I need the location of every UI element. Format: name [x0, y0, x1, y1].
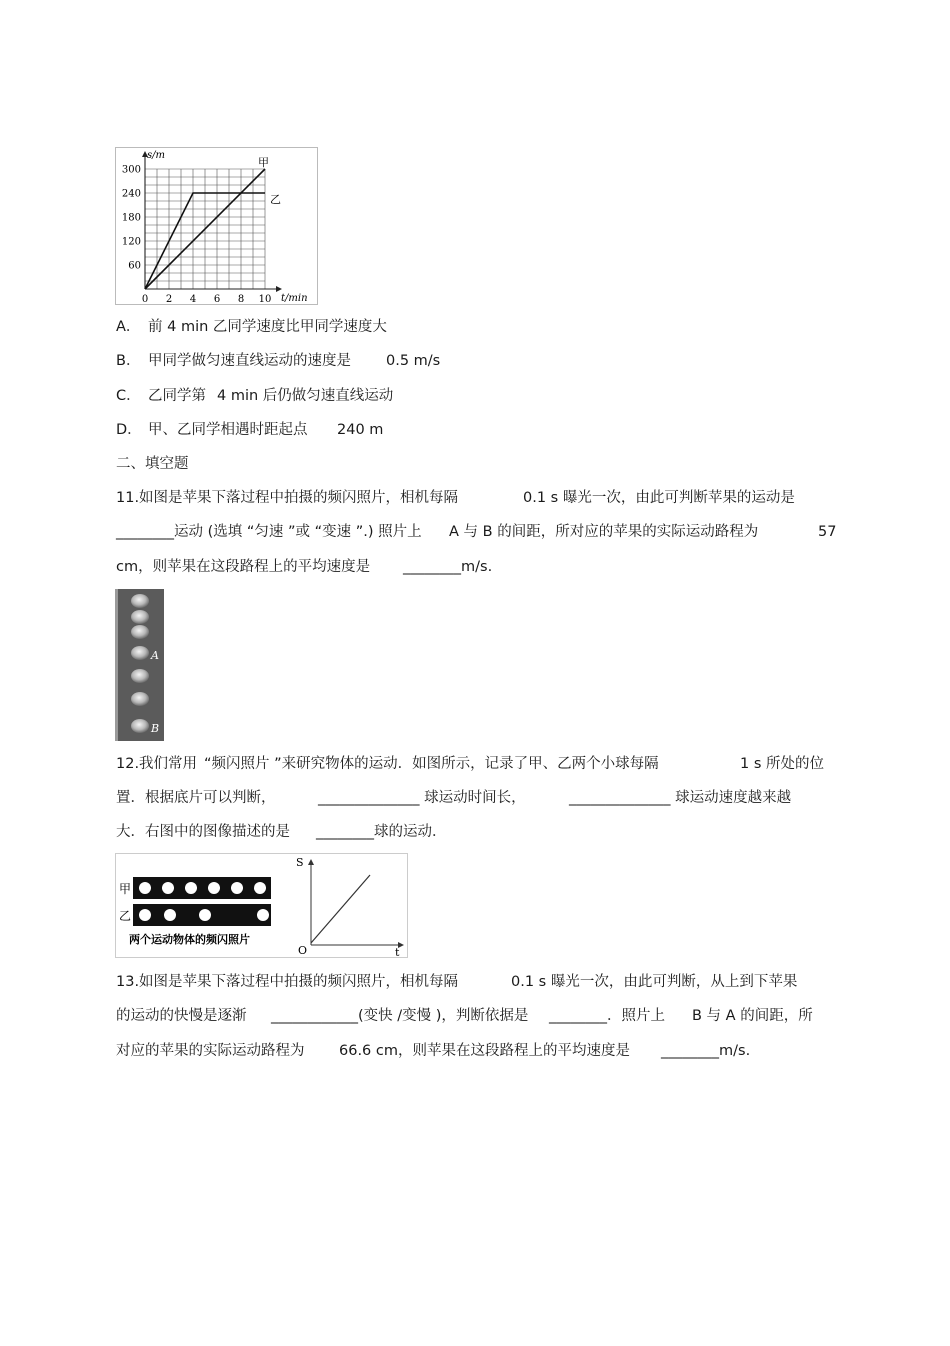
apple-image: [131, 719, 149, 733]
y-tick-label: 60: [128, 260, 141, 272]
series-label-jia: 甲: [258, 156, 269, 169]
q13-line1-part1: 13.如图是苹果下落过程中拍摄的频闪照片，相机每隔: [116, 974, 459, 990]
option-c-value: 4 min 后仍做匀速直线运动: [217, 388, 394, 404]
strip-caption: 两个运动物体的频闪照片: [129, 933, 250, 946]
q13-line3-part2: 66.6 cm，则苹果在这段路程上的平均速度是: [339, 1043, 630, 1059]
q11-line1-part1: 11.如图是苹果下落过程中拍摄的频闪照片，相机每隔: [116, 490, 459, 506]
x-tick-label: 8: [237, 294, 245, 305]
q12-line1-part2: “频闪照片 ”来研究物体的运动．如图所示，记录了甲、乙两个小球每隔: [204, 756, 659, 772]
q12-line3-part2: ________球的运动．: [316, 824, 447, 840]
x-tick-label: 4: [189, 294, 197, 305]
graph-s-label: S: [296, 856, 304, 869]
q13-line2-part4: B 与 A 的间距，所: [692, 1008, 813, 1024]
x-tick-label: 2: [165, 294, 173, 305]
graph-origin-label: O: [298, 944, 308, 957]
apple-image: [131, 692, 149, 706]
strobe-strips-and-graph: [115, 853, 408, 958]
q12-line2-part1: 置．根据底片可以判断，: [116, 790, 276, 806]
q11-line2-part1: ________运动 (选填 “匀速 ”或 “变速 ”.) 照片上: [116, 524, 422, 540]
option-a-letter: A．: [116, 319, 141, 335]
x-tick-label: 10: [258, 294, 272, 305]
apple-image: [131, 594, 149, 608]
section-title: 二、填空题: [116, 456, 189, 472]
q12-line1-part3: 1 s 所处的位: [740, 756, 824, 772]
strip-label-yi: 乙: [119, 909, 132, 923]
strip-jia: [133, 877, 271, 899]
ball-jia: [162, 882, 174, 894]
q11-line3-part1: cm，则苹果在这段路程上的平均速度是: [116, 559, 371, 575]
q11-line1-part2: 0.1 s 曝光一次，由此可判断苹果的运动是: [523, 490, 795, 506]
ball-jia: [208, 882, 220, 894]
y-tick-label: 240: [121, 188, 141, 200]
apple-strobe-photo: [115, 589, 164, 741]
q13-line2-part1: 的运动的快慢是逐渐: [116, 1008, 247, 1024]
q13-line3-part1: 对应的苹果的实际运动路程为: [116, 1043, 305, 1059]
q12-line2-part2: ______________ 球运动时间长，: [318, 790, 526, 806]
graph-t-label: t: [395, 946, 400, 958]
photo-label-b: B: [151, 722, 160, 735]
q13-line3-part3: ________m/s.: [661, 1043, 751, 1059]
apple-image: [131, 669, 149, 683]
strip-label-jia: 甲: [119, 882, 132, 896]
q11-line2-part2: A 与 B 的间距，所对应的苹果的实际运动路程为: [449, 524, 759, 540]
x-tick-label: 0: [141, 294, 149, 305]
option-b-text: 甲同学做匀速直线运动的速度是: [148, 353, 351, 369]
x-tick-label: 6: [213, 294, 221, 305]
option-d-value: 240 m: [337, 422, 384, 438]
q13-line2-part2: ____________(变快 /变慢 )，判断依据是: [271, 1008, 529, 1024]
option-b-value: 0.5 m/s: [386, 353, 441, 369]
q13-line1-part2: 0.1 s 曝光一次，由此可判断，从上到下苹果: [511, 974, 798, 990]
q12-line3-part1: 大．右图中的图像描述的是: [116, 824, 290, 840]
option-d-letter: D．: [116, 422, 142, 438]
ball-yi: [199, 909, 211, 921]
option-c-text: 乙同学第: [148, 388, 206, 404]
q11-line3-part2: ________m/s.: [403, 559, 493, 575]
q12-line1-part1: 12.我们常用: [116, 756, 198, 772]
ball-jia: [231, 882, 243, 894]
option-c-letter: C．: [116, 388, 141, 404]
option-b-letter: B．: [116, 353, 141, 369]
q12-line2-part3: ______________ 球运动速度越来越: [569, 790, 792, 806]
q11-line2-part3: 57: [818, 524, 837, 540]
apple-image: [131, 625, 149, 639]
q13-line2-part3: ________．照片上: [549, 1008, 665, 1024]
apple-image: [131, 610, 149, 624]
ball-yi: [164, 909, 176, 921]
x-axis-label: t/min: [281, 293, 308, 304]
ball-jia: [185, 882, 197, 894]
y-tick-label: 300: [121, 164, 141, 176]
y-axis-label: s/m: [147, 150, 165, 161]
ball-yi: [139, 909, 151, 921]
option-a-text: 前 4 min 乙同学速度比甲同学速度大: [148, 319, 387, 335]
ball-jia: [254, 882, 266, 894]
series-label-yi: 乙: [270, 193, 281, 206]
y-tick-label: 180: [121, 212, 141, 224]
ball-yi: [257, 909, 269, 921]
distance-time-chart: [115, 147, 318, 305]
photo-label-a: A: [151, 649, 159, 662]
apple-image: [131, 646, 149, 660]
ball-jia: [139, 882, 151, 894]
option-d-text: 甲、乙同学相遇时距起点: [148, 422, 308, 438]
y-tick-label: 120: [121, 236, 141, 248]
